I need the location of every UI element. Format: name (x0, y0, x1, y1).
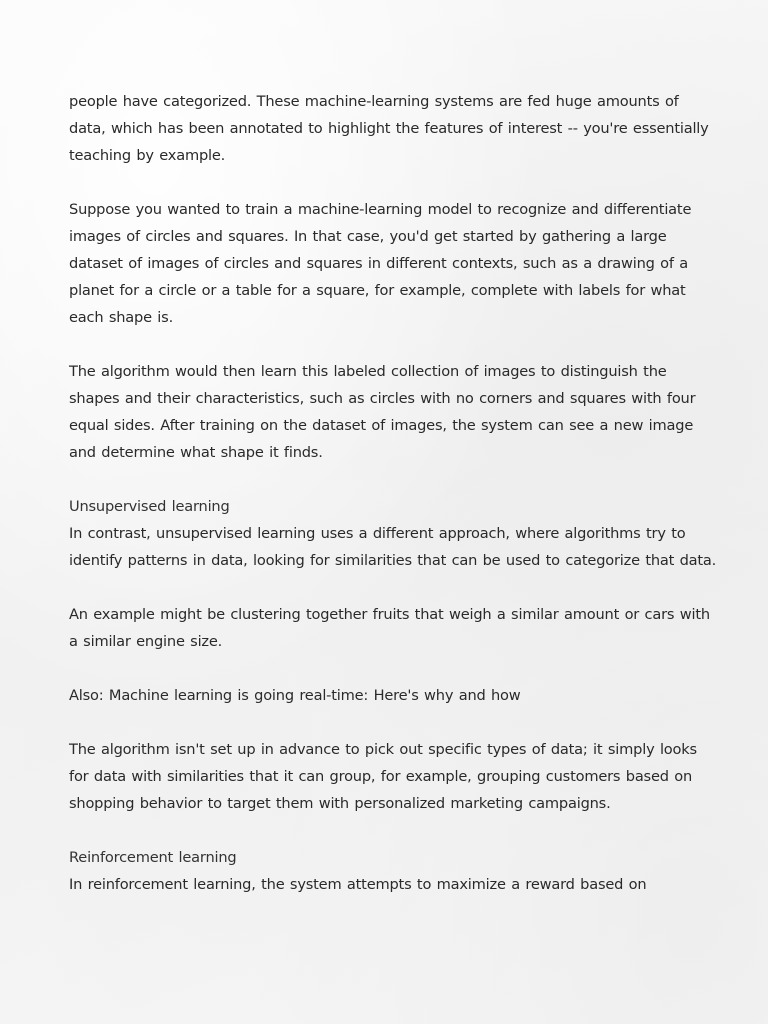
paragraph-algorithm-learns: The algorithm would then learn this labeled collection of images to distinguish the shapes and their characteristics, such as circles with no corners and squares with four equal sides. After training on the dataset of images, the system can see a new image and determine what shape it finds. (69, 363, 696, 461)
paragraph-also-link: Also: Machine learning is going real-time: Here's why and how (69, 687, 521, 704)
heading-reinforcement-learning: Reinforcement learning (69, 849, 237, 866)
paragraph-unsupervised-description: In contrast, unsupervised learning uses a different approach, where algorithms try to identify patterns in data, looking for similarities that can be used to categorize that data. (69, 525, 717, 569)
paragraph-grouping-customers: The algorithm isn't set up in advance to pick out specific types of data; it simply looks for data with similarities that it can group, for example, grouping customers based on shopping behavior to target them with personalized marketing campaigns. (69, 741, 697, 812)
paragraph-circles-squares-example: Suppose you wanted to train a machine-learning model to recognize and differentiate images of circles and squares. In that case, you'd get started by gathering a large dataset of images of circles and squares in different contexts, such as a drawing of a planet for a circle or a table for a square, for example, complete with labels for what each shape is. (69, 201, 692, 326)
heading-unsupervised-learning: Unsupervised learning (69, 498, 230, 515)
document-page (69, 88, 719, 925)
paragraph-reinforcement-description: In reinforcement learning, the system attempts to maximize a reward based on (69, 876, 647, 893)
paragraph-supervised-intro: people have categorized. These machine-learning systems are fed huge amounts of data, which has been annotated to highlight the features of interest -- you're essentially teaching by example. (69, 93, 709, 164)
paragraph-clustering-example: An example might be clustering together fruits that weigh a similar amount or cars with a similar engine size. (69, 606, 710, 650)
